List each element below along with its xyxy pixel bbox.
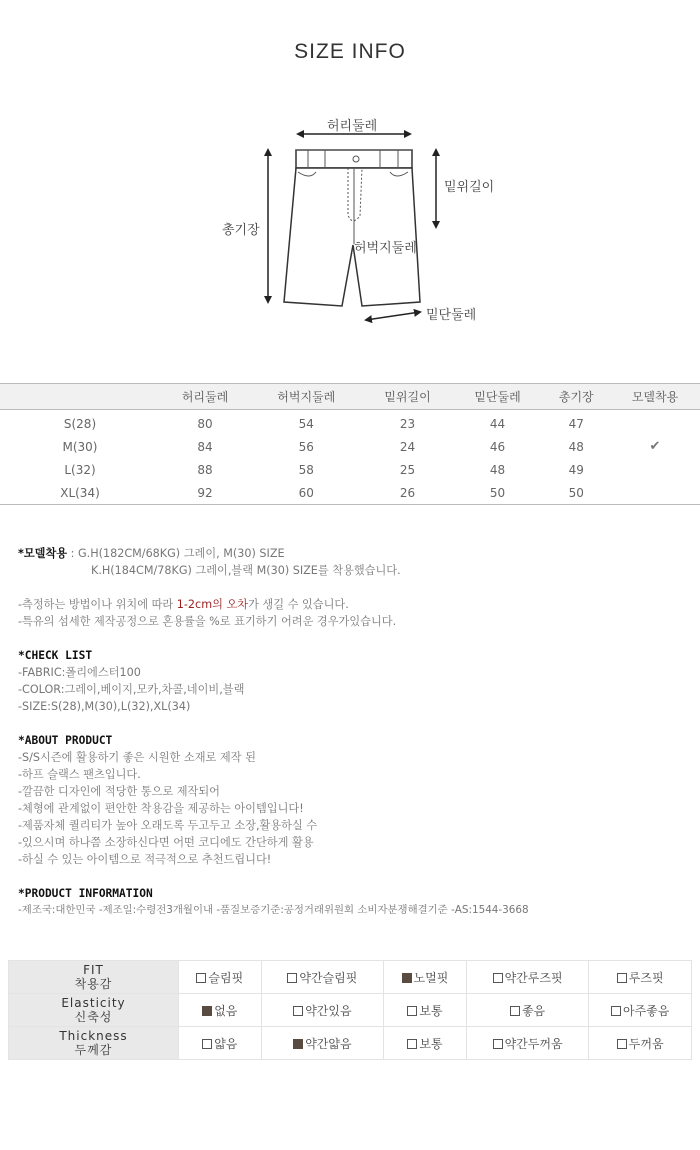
fit-header-en: FIT <box>83 963 104 977</box>
checkbox-checked-icon <box>402 973 412 983</box>
rise-label: 밑위길이 <box>444 180 495 195</box>
elasticity-header-en: Elasticity <box>61 996 126 1010</box>
checkbox-checked-icon <box>202 1006 212 1016</box>
thickness-option <box>261 1027 384 1060</box>
note-text: -측정하는 방법이나 위치에 따라 <box>18 598 177 611</box>
value-cell: 58 <box>298 462 314 477</box>
value-cell: 84 <box>197 439 213 454</box>
fit-option-label: 약간슬림핏 <box>299 970 358 985</box>
header-hem: 밑단둘레 <box>474 390 521 404</box>
value-cell: 26 <box>363 481 453 505</box>
product-information-heading: *PRODUCT INFORMATION <box>18 887 153 900</box>
fit-option-label: 루즈핏 <box>628 970 664 985</box>
model-cell <box>610 435 700 458</box>
value-cell: 44 <box>489 416 506 431</box>
fit-option <box>384 961 467 994</box>
checkbox-icon <box>202 1039 212 1049</box>
note-line: -특유의 섬세한 제작공정으로 혼용률을 %로 표기하기 어려운 경우가있습니다. <box>18 615 397 628</box>
value-cell: 50 <box>543 481 611 505</box>
check-list-heading: *CHECK LIST <box>18 649 93 662</box>
elasticity-option-label: 보통 <box>419 1003 443 1018</box>
fit-option-label: 슬림핏 <box>208 970 244 985</box>
value-cell: 50 <box>453 481 543 505</box>
fabric-line: -FABRIC:폴리에스터100 <box>18 666 141 679</box>
elasticity-header-ko: 신축성 <box>74 1010 113 1024</box>
thickness-option <box>589 1027 692 1060</box>
about-line: -체형에 관계없이 편안한 착용감을 제공하는 아이템입니다! <box>18 802 304 815</box>
about-line: -깔끔한 디자인에 적당한 통으로 제작되어 <box>18 785 220 798</box>
fit-option-label: 약간루즈핏 <box>504 970 563 985</box>
about-line: -제품자체 퀄리티가 높아 오래도록 두고두고 소장,활용하실 수 <box>18 819 318 832</box>
elasticity-option-label: 약간있음 <box>305 1003 352 1018</box>
table-row <box>0 435 700 458</box>
value-cell: 49 <box>568 462 584 477</box>
elasticity-option <box>466 994 589 1027</box>
about-heading: *ABOUT PRODUCT <box>18 734 113 747</box>
thickness-header <box>9 1027 179 1060</box>
checkbox-icon <box>510 1006 520 1016</box>
note-line <box>18 596 688 613</box>
value-cell: 88 <box>197 462 213 477</box>
size-cell: M(30) <box>62 439 98 454</box>
value-cell: 47 <box>568 416 584 431</box>
header-thigh: 허벅지둘레 <box>277 390 336 404</box>
fit-option <box>261 961 384 994</box>
fit-option <box>589 961 692 994</box>
model-cell <box>610 410 700 436</box>
model-info-line1 <box>18 545 688 562</box>
header-size <box>0 384 160 410</box>
color-line: -COLOR:그레이,베이지,모카,차콜,네이비,블랙 <box>18 683 245 696</box>
elasticity-option <box>589 994 692 1027</box>
fit-header <box>9 961 179 994</box>
fit-option <box>179 961 262 994</box>
value-cell: 80 <box>197 416 213 431</box>
elasticity-option <box>261 994 384 1027</box>
thickness-row <box>9 1027 692 1060</box>
model-info-line2: K.H(184CM/78KG) 그레이,블랙 M(30) SIZE를 착용했습니다. <box>91 564 401 577</box>
about-line: -하프 슬랙스 팬츠입니다. <box>18 768 141 781</box>
value-cell: 60 <box>250 481 363 505</box>
value-cell: 48 <box>489 462 506 477</box>
checkbox-icon <box>287 973 297 983</box>
header-model: 모델착용 <box>631 390 679 404</box>
size-cell: S(28) <box>63 416 97 431</box>
elasticity-option-label: 좋음 <box>521 1003 546 1018</box>
shorts-outline <box>284 150 420 306</box>
thickness-option <box>179 1027 262 1060</box>
value-cell: 56 <box>298 439 314 454</box>
shorts-diagram <box>0 0 700 340</box>
about-line: -있으시며 하나쯤 소장하신다면 어떤 코디에도 간단하게 활용 <box>18 836 314 849</box>
checkbox-checked-icon <box>293 1039 303 1049</box>
model-cell <box>610 458 700 481</box>
model-info-label: *모델착용 <box>18 547 68 560</box>
size-line: -SIZE:S(28),M(30),L(32),XL(34) <box>18 700 191 713</box>
checkbox-icon <box>617 1039 627 1049</box>
value-cell: 23 <box>399 416 416 431</box>
elasticity-option <box>179 994 262 1027</box>
size-cell: XL(34) <box>0 481 160 505</box>
header-waist: 허리둘레 <box>181 390 229 404</box>
checkbox-icon <box>407 1039 417 1049</box>
waist-label: 허리둘레 <box>327 119 378 134</box>
model-cell <box>610 481 700 505</box>
thickness-option-label: 얇음 <box>214 1036 238 1051</box>
fit-option-label: 노멀핏 <box>413 970 449 985</box>
fit-row <box>9 961 692 994</box>
value-cell: 24 <box>399 439 416 454</box>
checkbox-icon <box>293 1006 303 1016</box>
hem-arrow <box>366 312 420 320</box>
fit-option <box>466 961 589 994</box>
fit-table <box>8 960 692 1060</box>
thickness-option <box>466 1027 589 1060</box>
value-cell: 46 <box>489 439 506 454</box>
elasticity-option <box>384 994 467 1027</box>
checkbox-icon <box>196 973 206 983</box>
value-cell: 25 <box>399 462 416 477</box>
size-table-header <box>0 384 700 410</box>
total-length-label: 총기장 <box>222 223 260 238</box>
note-highlight: 1-2cm의 오차 <box>176 598 249 611</box>
thickness-option-label: 약간얇음 <box>305 1036 352 1051</box>
size-cell: L(32) <box>64 462 96 477</box>
thickness-option-label: 두꺼움 <box>628 1036 664 1051</box>
elasticity-option-label: 아주좋음 <box>623 1003 670 1018</box>
elasticity-row <box>9 994 692 1027</box>
checkbox-icon <box>407 1006 417 1016</box>
value-cell: 54 <box>298 416 314 431</box>
header-rise: 밑위길이 <box>384 390 431 404</box>
hem-label: 밑단둘레 <box>426 308 477 323</box>
header-length: 총기장 <box>558 390 594 404</box>
note-text: 가 생길 수 있습니다. <box>248 598 349 611</box>
product-information-line: -제조국:대한민국 -제조일:수령전3개월이내 -품질보증기준:공정거래위원회 소비자분쟁해결기준 -AS:1544-3668 <box>18 904 529 916</box>
thigh-label: 허벅지둘레 <box>354 241 417 256</box>
table-row <box>0 458 700 481</box>
elasticity-header <box>9 994 179 1027</box>
check-icon: ✔ <box>649 439 661 454</box>
thickness-option <box>384 1027 467 1060</box>
thickness-header-en: Thickness <box>59 1029 128 1043</box>
page-title: SIZE INFO <box>294 40 406 63</box>
checkbox-icon <box>617 973 627 983</box>
about-line: -S/S시즌에 활용하기 좋은 시원한 소재로 제작 된 <box>18 751 256 764</box>
checkbox-icon <box>493 973 503 983</box>
thickness-option-label: 약간두꺼움 <box>504 1036 563 1051</box>
checkbox-icon <box>493 1039 503 1049</box>
fit-header-ko: 착용감 <box>74 977 113 991</box>
elasticity-option-label: 없음 <box>214 1003 238 1018</box>
table-row <box>0 481 700 505</box>
size-table <box>0 383 700 505</box>
thickness-header-ko: 두께감 <box>74 1043 113 1057</box>
table-row <box>0 410 700 436</box>
thickness-option-label: 보통 <box>419 1036 443 1051</box>
value-cell: 92 <box>160 481 250 505</box>
product-info-text <box>18 545 688 919</box>
model-info-text: : G.H(182CM/68KG) 그레이, M(30) SIZE <box>67 547 285 560</box>
checkbox-icon <box>611 1006 621 1016</box>
value-cell: 48 <box>568 439 584 454</box>
about-line: -하실 수 있는 아이템으로 적극적으로 추천드립니다! <box>18 853 272 866</box>
